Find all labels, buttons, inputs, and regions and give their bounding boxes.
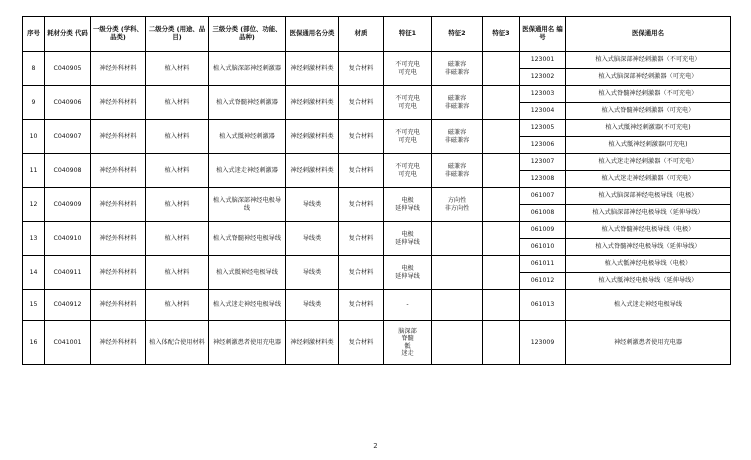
feature2-cell: 磁兼容 非磁兼容 bbox=[432, 52, 483, 86]
classification-code-cell: C040911 bbox=[45, 256, 91, 290]
level3-class-cell: 植入式迷走神经电极导线 bbox=[209, 290, 286, 321]
classification-code-cell: C040908 bbox=[45, 154, 91, 188]
feature1-cell: 电极 延伸导线 bbox=[384, 222, 432, 256]
level2-class-cell: 植入材料 bbox=[146, 120, 209, 154]
feature1-cell: 不可充电 可充电 bbox=[384, 154, 432, 188]
feature1-cell: 电极 延伸导线 bbox=[384, 256, 432, 290]
table-row bbox=[23, 321, 731, 365]
level3-class-cell: 植入式脑深部神经电极导线 bbox=[209, 188, 286, 222]
insurance-name-cell: 植入式脊髓神经刺激器（可充电） bbox=[566, 103, 731, 120]
feature2-cell: 磁兼容 非磁兼容 bbox=[432, 120, 483, 154]
material-cell: 复合材料 bbox=[339, 188, 384, 222]
level2-class-cell: 植入材料 bbox=[146, 256, 209, 290]
insurance-id-cell: 123003 bbox=[520, 86, 566, 103]
feature1-cell: 不可充电 可充电 bbox=[384, 86, 432, 120]
level1-class-cell: 神经外科材料 bbox=[91, 290, 146, 321]
table-row bbox=[23, 256, 731, 273]
insurance-name-cell: 植入式迷走神经刺激器（可充电） bbox=[566, 171, 731, 188]
row-number-cell: 13 bbox=[23, 222, 45, 256]
header-level3: 三级分类 (部位、功能、品种) bbox=[209, 17, 286, 52]
classification-code-cell: C040906 bbox=[45, 86, 91, 120]
level2-class-cell: 植入体配合使用材料 bbox=[146, 321, 209, 365]
header-level2: 二级分类 (用途、品目) bbox=[146, 17, 209, 52]
insurance-id-cell: 061010 bbox=[520, 239, 566, 256]
insurance-id-cell: 061013 bbox=[520, 290, 566, 321]
insurance-category-cell: 神经刺激材料类 bbox=[286, 154, 339, 188]
insurance-id-cell: 123001 bbox=[520, 52, 566, 69]
insurance-category-cell: 神经刺激材料类 bbox=[286, 52, 339, 86]
insurance-name-cell: 植入式骶神经刺激器(不可充电) bbox=[566, 120, 731, 137]
classification-code-cell: C040905 bbox=[45, 52, 91, 86]
classification-code-cell: C041001 bbox=[45, 321, 91, 365]
header-feature2: 特征2 bbox=[432, 17, 483, 52]
insurance-name-cell: 植入式脊髓神经电极导线（延伸导线） bbox=[566, 239, 731, 256]
level2-class-cell: 植入材料 bbox=[146, 52, 209, 86]
insurance-id-cell: 123002 bbox=[520, 69, 566, 86]
feature3-cell bbox=[483, 188, 520, 222]
table-row bbox=[23, 120, 731, 137]
insurance-category-cell: 神经刺激材料类 bbox=[286, 321, 339, 365]
feature3-cell bbox=[483, 222, 520, 256]
insurance-category-cell: 导线类 bbox=[286, 222, 339, 256]
insurance-name-cell: 植入式迷走神经刺激器（不可充电） bbox=[566, 154, 731, 171]
classification-code-cell: C040910 bbox=[45, 222, 91, 256]
level1-class-cell: 神经外科材料 bbox=[91, 120, 146, 154]
feature3-cell bbox=[483, 256, 520, 290]
insurance-category-cell: 导线类 bbox=[286, 188, 339, 222]
level1-class-cell: 神经外科材料 bbox=[91, 321, 146, 365]
feature1-cell: - bbox=[384, 290, 432, 321]
feature3-cell bbox=[483, 86, 520, 120]
insurance-name-cell: 植入式迷走神经电极导线 bbox=[566, 290, 731, 321]
material-cell: 复合材料 bbox=[339, 321, 384, 365]
level2-class-cell: 植入材料 bbox=[146, 222, 209, 256]
row-number-cell: 16 bbox=[23, 321, 45, 365]
level2-class-cell: 植入材料 bbox=[146, 154, 209, 188]
material-cell: 复合材料 bbox=[339, 154, 384, 188]
feature1-cell: 脑深部 脊髓 骶 迷走 bbox=[384, 321, 432, 365]
table-row bbox=[23, 188, 731, 205]
consumables-catalog-table bbox=[22, 16, 731, 365]
header-level1: 一级分类 (学科、品类) bbox=[91, 17, 146, 52]
table-row bbox=[23, 222, 731, 239]
feature1-cell: 不可充电 可充电 bbox=[384, 52, 432, 86]
insurance-id-cell: 123006 bbox=[520, 137, 566, 154]
level1-class-cell: 神经外科材料 bbox=[91, 188, 146, 222]
feature2-cell: 磁兼容 非磁兼容 bbox=[432, 154, 483, 188]
insurance-name-cell: 植入式脑深部神经刺激器（不可充电） bbox=[566, 52, 731, 69]
insurance-id-cell: 123008 bbox=[520, 171, 566, 188]
insurance-name-cell: 植入式脊髓神经电极导线（电极） bbox=[566, 222, 731, 239]
feature1-cell: 不可充电 可充电 bbox=[384, 120, 432, 154]
header-insurance-name: 医保通用名 bbox=[566, 17, 731, 52]
feature2-cell: 磁兼容 非磁兼容 bbox=[432, 86, 483, 120]
row-number-cell: 8 bbox=[23, 52, 45, 86]
insurance-id-cell: 123007 bbox=[520, 154, 566, 171]
feature2-cell bbox=[432, 256, 483, 290]
level1-class-cell: 神经外科材料 bbox=[91, 86, 146, 120]
material-cell: 复合材料 bbox=[339, 222, 384, 256]
classification-code-cell: C040912 bbox=[45, 290, 91, 321]
insurance-id-cell: 123004 bbox=[520, 103, 566, 120]
feature2-cell bbox=[432, 321, 483, 365]
row-number-cell: 15 bbox=[23, 290, 45, 321]
insurance-id-cell: 123009 bbox=[520, 321, 566, 365]
insurance-name-cell: 植入式脑深部神经电极导线（电极） bbox=[566, 188, 731, 205]
header-category: 医保通用名分类 bbox=[286, 17, 339, 52]
feature1-cell: 电极 延伸导线 bbox=[384, 188, 432, 222]
insurance-name-cell: 植入式脑深部神经电极导线（延伸导线） bbox=[566, 205, 731, 222]
level3-class-cell: 植入式骶神经刺激器 bbox=[209, 120, 286, 154]
level1-class-cell: 神经外科材料 bbox=[91, 256, 146, 290]
level2-class-cell: 植入材料 bbox=[146, 188, 209, 222]
row-number-cell: 10 bbox=[23, 120, 45, 154]
insurance-name-cell: 神经刺激患者使用充电器 bbox=[566, 321, 731, 365]
level1-class-cell: 神经外科材料 bbox=[91, 222, 146, 256]
table-row bbox=[23, 290, 731, 321]
insurance-id-cell: 123005 bbox=[520, 120, 566, 137]
level2-class-cell: 植入材料 bbox=[146, 290, 209, 321]
header-feature1: 特征1 bbox=[384, 17, 432, 52]
level3-class-cell: 植入式脊髓神经刺激器 bbox=[209, 86, 286, 120]
classification-code-cell: C040909 bbox=[45, 188, 91, 222]
material-cell: 复合材料 bbox=[339, 290, 384, 321]
table-row bbox=[23, 154, 731, 171]
feature3-cell bbox=[483, 321, 520, 365]
insurance-id-cell: 061009 bbox=[520, 222, 566, 239]
insurance-id-cell: 061012 bbox=[520, 273, 566, 290]
insurance-name-cell: 植入式骶神经刺激器(可充电) bbox=[566, 137, 731, 154]
level1-class-cell: 神经外科材料 bbox=[91, 154, 146, 188]
insurance-category-cell: 神经刺激材料类 bbox=[286, 86, 339, 120]
level3-class-cell: 植入式迷走神经刺激器 bbox=[209, 154, 286, 188]
material-cell: 复合材料 bbox=[339, 120, 384, 154]
insurance-category-cell: 导线类 bbox=[286, 256, 339, 290]
feature3-cell bbox=[483, 52, 520, 86]
row-number-cell: 12 bbox=[23, 188, 45, 222]
insurance-name-cell: 植入式脑深部神经刺激器（可充电） bbox=[566, 69, 731, 86]
page-number: 2 bbox=[373, 442, 378, 450]
insurance-name-cell: 植入式骶神经电极导线（延伸导线） bbox=[566, 273, 731, 290]
table-body bbox=[23, 52, 731, 365]
feature3-cell bbox=[483, 120, 520, 154]
feature2-cell: 方向性 非方向性 bbox=[432, 188, 483, 222]
level3-class-cell: 神经刺激患者使用充电器 bbox=[209, 321, 286, 365]
level3-class-cell: 植入式脊髓神经电极导线 bbox=[209, 222, 286, 256]
material-cell: 复合材料 bbox=[339, 52, 384, 86]
feature2-cell bbox=[432, 290, 483, 321]
table-row bbox=[23, 52, 731, 69]
level1-class-cell: 神经外科材料 bbox=[91, 52, 146, 86]
level2-class-cell: 植入材料 bbox=[146, 86, 209, 120]
feature3-cell bbox=[483, 154, 520, 188]
level3-class-cell: 植入式骶神经电极导线 bbox=[209, 256, 286, 290]
insurance-category-cell: 神经刺激材料类 bbox=[286, 120, 339, 154]
header-row bbox=[23, 17, 731, 52]
material-cell: 复合材料 bbox=[339, 256, 384, 290]
header-code: 耗材分类 代码 bbox=[45, 17, 91, 52]
insurance-category-cell: 导线类 bbox=[286, 290, 339, 321]
material-cell: 复合材料 bbox=[339, 86, 384, 120]
row-number-cell: 14 bbox=[23, 256, 45, 290]
table-row bbox=[23, 86, 731, 103]
classification-code-cell: C040907 bbox=[45, 120, 91, 154]
header-material: 材质 bbox=[339, 17, 384, 52]
table-header bbox=[23, 17, 731, 52]
header-feature3: 特征3 bbox=[483, 17, 520, 52]
insurance-id-cell: 061007 bbox=[520, 188, 566, 205]
feature2-cell bbox=[432, 222, 483, 256]
row-number-cell: 9 bbox=[23, 86, 45, 120]
header-insurance-id: 医保通用名 编号 bbox=[520, 17, 566, 52]
insurance-name-cell: 植入式脊髓神经刺激器（不可充电） bbox=[566, 86, 731, 103]
row-number-cell: 11 bbox=[23, 154, 45, 188]
insurance-id-cell: 061008 bbox=[520, 205, 566, 222]
feature3-cell bbox=[483, 290, 520, 321]
level3-class-cell: 植入式脑深部神经刺激器 bbox=[209, 52, 286, 86]
header-seq-no: 序号 bbox=[23, 17, 45, 52]
insurance-name-cell: 植入式骶神经电极导线（电极） bbox=[566, 256, 731, 273]
insurance-id-cell: 061011 bbox=[520, 256, 566, 273]
